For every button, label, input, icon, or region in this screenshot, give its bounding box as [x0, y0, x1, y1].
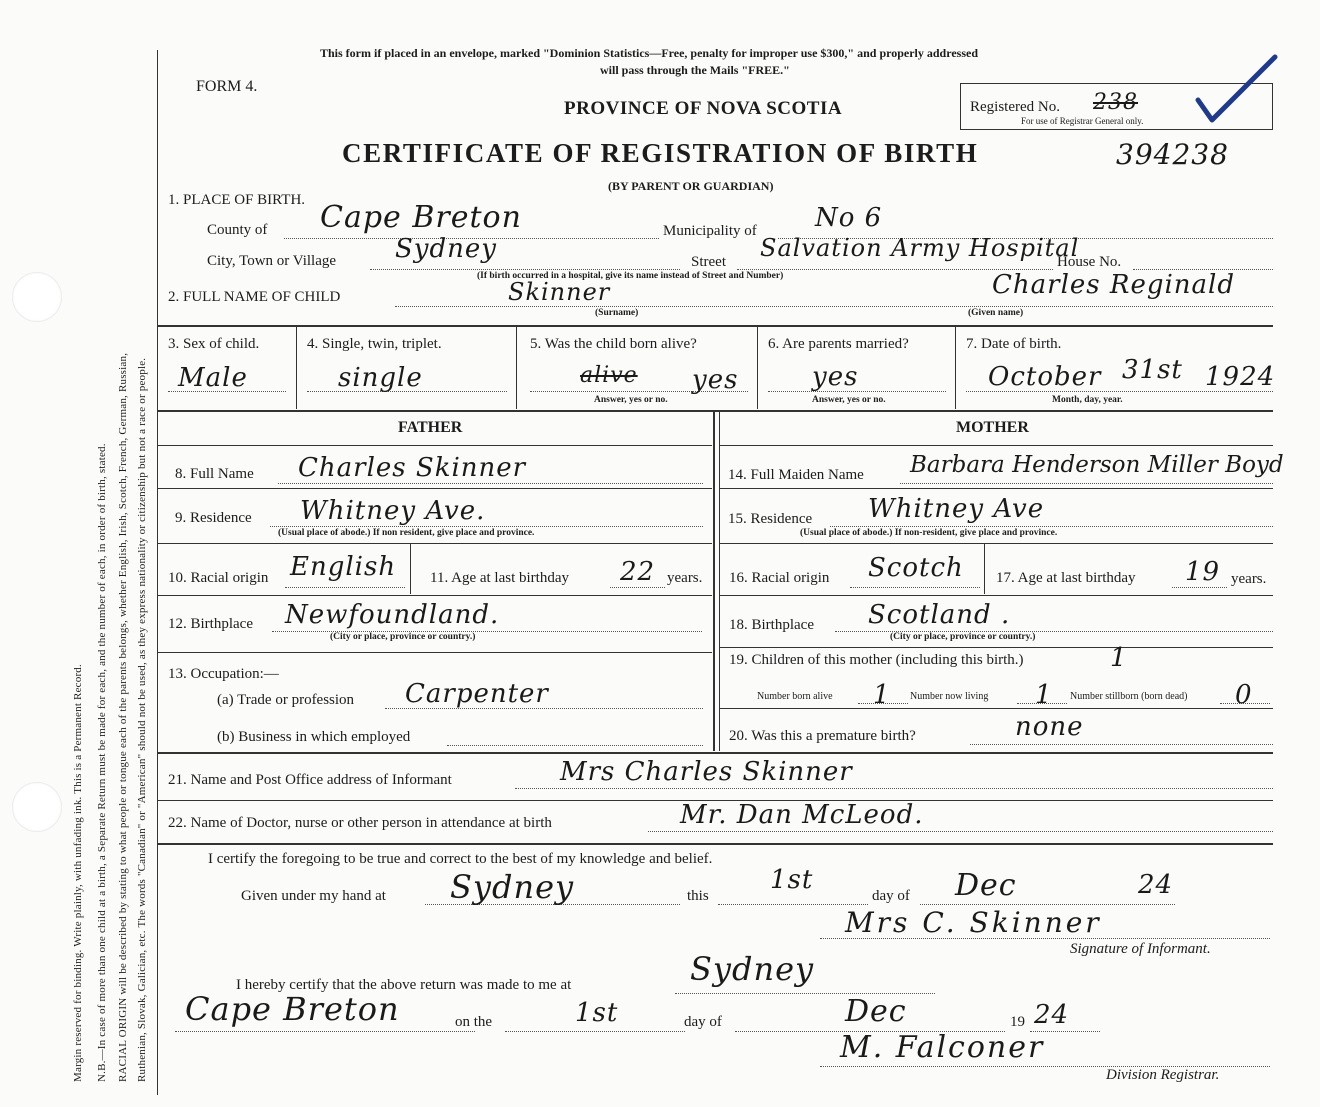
on-the-label: on the [455, 1014, 493, 1030]
surname-caption: (Surname) [595, 308, 639, 318]
mother-age-value: 19 [1185, 557, 1221, 587]
street-value: Salvation Army Hospital [760, 234, 1080, 262]
mother-years-label: years. [1231, 571, 1267, 587]
field-8-label: 8. Full Name [175, 466, 254, 482]
hospital-note: (If birth occurred in a hospital, give its name instead of Street and Number) [477, 271, 784, 281]
mother-birthplace-caption: (City or place, province or country.) [890, 632, 1036, 642]
received-at-value: Sydney [690, 950, 815, 988]
plurality-value: single [338, 363, 423, 393]
field-3-label: 3. Sex of child. [168, 336, 260, 352]
registrar-signature: M. Falconer [840, 1030, 1045, 1065]
field-4-label: 4. Single, twin, triplet. [307, 336, 442, 352]
field-1-label: 1. PLACE OF BIRTH. [168, 192, 306, 208]
answer-caption-6: Answer, yes or no. [812, 395, 886, 405]
given-caption: (Given name) [968, 308, 1024, 318]
mother-birthplace-value: Scotland . [868, 600, 1011, 630]
field-10-label: 10. Racial origin [168, 570, 269, 586]
field-11-label: 11. Age at last birthday [430, 570, 569, 586]
born-alive-label: Number born alive [757, 691, 833, 702]
margin-note-3: RACIAL ORIGIN will be described by stating to what people or tongue each of the parents belongs, whether English, Irish, Scotch, French, German, Russian, [117, 352, 129, 1082]
field-7-label: 7. Date of birth. [966, 336, 1062, 352]
received-month-value: Dec [845, 994, 907, 1029]
field-21-label: 21. Name and Post Office address of Informant [168, 772, 452, 788]
field-20-label: 20. Was this a premature birth? [729, 728, 916, 744]
mail-notice-2: will pass through the Mails "FREE." [600, 63, 790, 77]
field-17-label: 17. Age at last birthday [996, 570, 1136, 586]
mother-heading: MOTHER [956, 419, 1029, 436]
binding-hole-top [12, 272, 62, 322]
check-mark-icon [1190, 45, 1290, 145]
margin-note-4: Ruthenian, Slovak, Galician, etc. The words "Canadian" or "American" should not be used, as they express nationality or citizenship but not a race or people. [136, 357, 148, 1082]
hereby-certify: I hereby certify that the above return was made to me at [236, 977, 572, 993]
mother-abode-caption: (Usual place of abode.) If non-resident, give place and province. [800, 528, 1058, 538]
margin-note-2: N.B.—In case of more than one child at a birth, a Separate Return must be made for each, and the number of each, in order of birth, stated. [96, 443, 108, 1082]
doctor-value: Mr. Dan McLeod. [680, 800, 924, 830]
father-birthplace-caption: (City or place, province or country.) [330, 632, 476, 642]
received-year-value: 24 [1034, 1000, 1070, 1030]
field-2-label: 2. FULL NAME OF CHILD [168, 289, 341, 305]
registrar-note: For use of Registrar General only. [1021, 116, 1144, 126]
day-of-label: day of [872, 888, 910, 904]
county-label: County of [207, 222, 268, 238]
registered-label: Registered No. [970, 99, 1060, 115]
certificate-title: CERTIFICATE OF REGISTRATION OF BIRTH [342, 138, 979, 168]
form-number: FORM 4. [196, 78, 258, 95]
field-22-label: 22. Name of Doctor, nurse or other person in attendance at birth [168, 815, 552, 831]
received-day-value: 1st [575, 998, 619, 1028]
informant-signature: Mrs C. Skinner [845, 906, 1102, 939]
field-13-label: 13. Occupation:— [168, 666, 279, 682]
mdy-caption: Month, day, year. [1052, 395, 1123, 405]
given-month-value: Dec [955, 868, 1017, 903]
field-9-label: 9. Residence [175, 510, 252, 526]
mother-name-value: Barbara Henderson Miller Boyd [910, 452, 1284, 478]
field-19-label: 19. Children of this mother (including this birth.) [729, 652, 1024, 668]
number-now-living: 1 [1035, 680, 1053, 710]
married-value: yes [812, 362, 859, 392]
children-value: 1 [1110, 643, 1128, 673]
father-residence-value: Whitney Ave. [300, 496, 486, 526]
mother-race-value: Scotch [868, 553, 964, 583]
number-born-alive: 1 [873, 680, 891, 710]
father-heading: FATHER [398, 419, 463, 436]
county-value: Cape Breton [320, 200, 522, 235]
given-year-value: 24 [1138, 870, 1174, 900]
division-registrar-caption: Division Registrar. [1106, 1067, 1220, 1083]
given-hand-label: Given under my hand at [241, 888, 386, 904]
municipality-value: No 6 [815, 203, 883, 233]
subtitle: (BY PARENT OR GUARDIAN) [608, 179, 774, 193]
father-age-value: 22 [620, 557, 656, 587]
street-label: Street [691, 254, 726, 270]
registered-value: 238 [1093, 90, 1138, 115]
mother-residence-value: Whitney Ave [868, 494, 1045, 524]
given-at-value: Sydney [450, 868, 575, 906]
answer-caption-5: Answer, yes or no. [594, 395, 668, 405]
left-border [157, 50, 158, 1095]
field-13b-label: (b) Business in which employed [217, 729, 411, 745]
field-5-label: 5. Was the child born alive? [530, 336, 697, 352]
city-value: Sydney [395, 234, 497, 264]
stillborn-label: Number stillborn (born dead) [1070, 691, 1188, 702]
sex-value: Male [178, 363, 248, 393]
dob-year: 1924 [1205, 362, 1276, 392]
municipality-label: Municipality of [663, 223, 757, 239]
year-prefix: 19 [1010, 1014, 1025, 1030]
received-county-value: Cape Breton [185, 990, 400, 1028]
now-living-label: Number now living [910, 691, 989, 702]
field-18-label: 18. Birthplace [729, 617, 814, 633]
trade-value: Carpenter [405, 679, 549, 709]
certify-statement: I certify the foregoing to be true and correct to the best of my knowledge and belief. [208, 851, 713, 867]
given-name-value: Charles Reginald [992, 270, 1236, 300]
field-12-label: 12. Birthplace [168, 616, 253, 632]
surname-value: Skinner [508, 278, 611, 306]
given-day-value: 1st [770, 865, 814, 895]
field-14-label: 14. Full Maiden Name [728, 467, 864, 483]
field-13a-label: (a) Trade or profession [217, 692, 355, 708]
father-name-value: Charles Skinner [298, 453, 527, 483]
certificate-number: 394238 [1116, 138, 1229, 171]
field-6-label: 6. Are parents married? [768, 336, 909, 352]
field-15-label: 15. Residence [728, 511, 813, 527]
number-stillborn: 0 [1235, 680, 1253, 710]
house-label: House No. [1057, 254, 1122, 270]
binding-hole-bottom [12, 782, 62, 832]
mail-notice-1: This form if placed in an envelope, marked "Dominion Statistics—Free, penalty for improper use $300," and properly addressed [320, 46, 979, 60]
premature-value: none [1015, 712, 1084, 742]
born-alive-struck: alive [580, 363, 638, 388]
field-16-label: 16. Racial origin [729, 570, 830, 586]
this-label: this [687, 888, 709, 904]
father-race-value: English [290, 552, 397, 582]
father-abode-caption: (Usual place of abode.) If non resident, give place and province. [278, 528, 535, 538]
province-title: PROVINCE OF NOVA SCOTIA [564, 98, 843, 119]
signature-informant-caption: Signature of Informant. [1070, 941, 1211, 957]
margin-note-1: Margin reserved for binding. Write plainly, with unfading ink. This is a Permanent Record. [72, 664, 84, 1082]
born-alive-value: yes [692, 365, 739, 395]
father-birthplace-value: Newfoundland. [285, 600, 500, 630]
dob-month: October [988, 362, 1102, 392]
informant-value: Mrs Charles Skinner [560, 757, 853, 787]
city-label: City, Town or Village [207, 253, 337, 269]
day-of-label-2: day of [684, 1014, 722, 1030]
dob-day: 31st [1122, 355, 1183, 385]
father-years-label: years. [667, 570, 703, 586]
